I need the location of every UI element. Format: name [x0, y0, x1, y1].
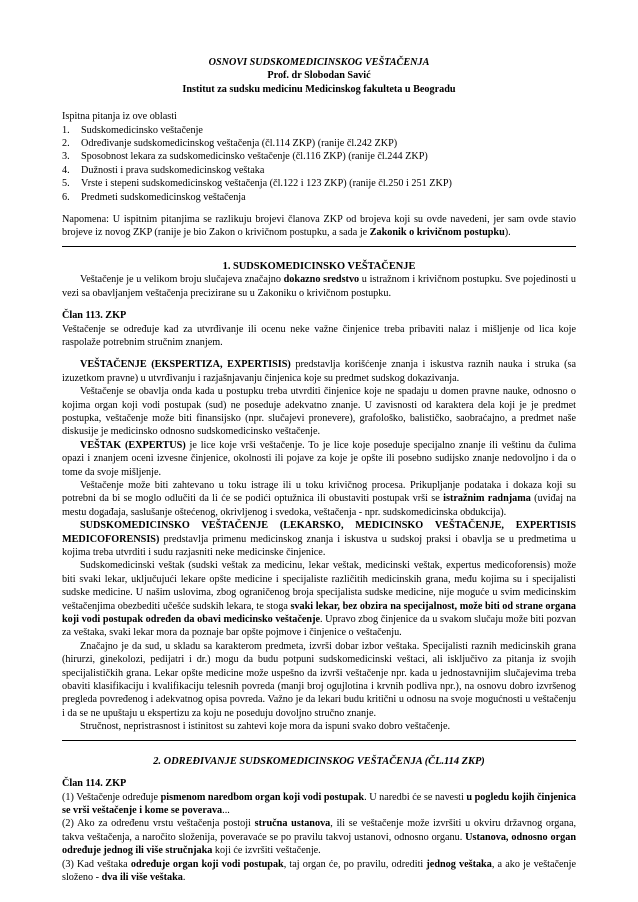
paragraph: SUDSKOMEDICINSKO VEŠTAČENJE (LEKARSKO, MEDICINSKO VEŠTAČENJE, EXPERTISIS MEDICOFORENSIS) predstavlja primenu medicinskog znanja i iskustva u sudskoj praksi i obavlja se u predmetima u kojima treba utvrditi i sudu razjasniti neke medicinske činjenice. [62, 520, 576, 558]
section-heading-1: 1. SUDSKOMEDICINSKO VEŠTAČENJE [222, 260, 416, 272]
list-item [62, 164, 576, 177]
list-item-number: 4. [62, 164, 70, 176]
list-item [62, 124, 576, 137]
article-clause-2: (2) Ako za određenu vrstu veštačenja postoji stručna ustanova, ili se veštačenje može izvršiti u okviru državnog organa, takva veštačenja, a naročito složenija, poveravaće se po pravilu takvoj ustanovi, odnosno organu. Ustanova, odnosno organ određuje jednog ili više stručnjaka koji će izvršiti veštačenje. [62, 818, 577, 857]
paragraph: VEŠTAČENJE (EKSPERTIZA, EXPERTISIS) predstavlja korišćenje znanja i iskustva raznih nauka i struka (sa izuzetkom pravne) u utvrđivanju i razjašnjavanju činjenica koje su predmet sudskog dokazivanja. [62, 359, 577, 384]
article-text: Veštačenje se određuje kad za utvrđivanje ili ocenu neke važne činjenice treba pribaviti nalaz i mišljenje od lica koje raspolaže potrebnim stručnim znanjem. [62, 323, 576, 348]
list-item-number: 5. [62, 178, 70, 190]
list-item-number: 3. [62, 151, 70, 163]
document-title: OSNOVI SUDSKOMEDICINSKOG VEŠTAČENJA [208, 57, 430, 68]
paragraph: VEŠTAK (EXPERTUS) je lice koje vrši veštačenje. To je lice koje poseduje specijalno znanje ili veštinu da čulima opazi i znanjem oceni izvesne činjenice, okolnosti ili pojave za koje je opšte ili posebno sudijsko znanje nedovoljno i da o tome da svoje mišljenje. [62, 439, 576, 478]
article-clause-3: (3) Kad veštaka određuje organ koji vodi postupak, taj organ će, po pravilu, odrediti jednog veštaka, a ako je veštačenje složeno - dva ili više veštaka. [62, 858, 576, 883]
document-institute: Institut za sudsku medicinu Medicinskog fakulteta u Beogradu [182, 83, 456, 95]
list-item [62, 191, 576, 204]
section-heading-2: 2. ODREĐIVANJE SUDSKOMEDICINSKOG VEŠTAČENJA (ČL.114 ZKP) [153, 755, 485, 767]
list-item [62, 137, 576, 150]
topics-intro: Ispitna pitanja iz ove oblasti [62, 111, 177, 123]
list-item-text: Dužnosti i prava sudskomedicinskog veštaka [81, 164, 265, 176]
list-item [62, 177, 576, 190]
list-item-text: Određivanje sudskomedicinskog veštačenja (čl.114 ZKP) (ranije čl.242 ZKP) [81, 138, 398, 150]
list-item-text: Predmeti sudskomedicinskog veštačenja [81, 191, 246, 203]
topics-list [62, 124, 576, 204]
list-item-text: Vrste i stepeni sudskomedicinskog veštačenja (čl.122 i 123 ZKP) (ranije čl.250 i 251 ZKP) [81, 178, 452, 190]
paragraph: Sudskomedicinski veštak (sudski veštak za medicinu, lekar veštak, medicinski veštak, expertus medicoforensis) može biti svaki lekar, uključujući lekare opšte medicine i specijaliste različitih medicinskih grana, među kojima su i specijalisti sudske medicine. U našim uslovima, zbog ograničenog broja specijalista sudske medicine, nije moguće u svim medicinskim veštačenjima obezbediti učešće sudskih lekara, te stoga svaki lekar, bez obzira na specijalnost, može biti od strane organa koji vodi postupak određen da obavi medicinsko veštačenje. Upravo zbog činjenice da u svakom slučaju može biti pozvan za veštaka, svaki lekar mora da poznaje bar opšte pojmove i činjenice o veštačenju. [62, 560, 576, 639]
list-item-text: Sposobnost lekara za sudskomedicinsko veštačenje (čl.116 ZKP) (ranije čl.244 ZKP) [81, 151, 428, 163]
paragraph: Stručnost, nepristrasnost i istinitost su zahtevi koje mora da ispuni svako dobro veštačenje. [80, 721, 451, 733]
note-paragraph: Napomena: U ispitnim pitanjima se razlikuju brojevi članova ZKP od brojeva koji su ovde navedeni, jer sam ovde stavio brojeve iz novog ZKP (ranije je bio Zakon o krivičnom postupku, a sada je Zakonik o krivičnom postupku). [62, 214, 576, 239]
list-item [62, 150, 576, 163]
paragraph: Značajno je da sud, u skladu sa karakterom predmeta, izvrši dobar izbor veštaka. Specijalisti raznih medicinskih grana (hirurzi, ginekolozi, pedijatri i dr.) mogu da budu potpuni sudskomedicinski veštaci, ali isključivo za pitanja iz svojih specijalističkih grana. Lekar opšte medicine može uspešno da izvrši veštačenje npr. kada u jednostavnijim slučajevima treba obaviti klasifikaciju i kvalifikaciju telesnih povreda (manji broj ogujlotina i krvnih podliva npr.), na osnovu dobro izvršenog pregleda povređenog i adekvatnog opisa povreda. Važno je da lekari budu kritični u odnosu na svoje mogućnosti u veštačenju i da se ne upuštaju u ekspertizu za koju ne poseduju dovoljno stručno znanje. [62, 640, 576, 719]
list-item-number: 1. [62, 124, 70, 136]
article-title: Član 113. ZKP [62, 310, 127, 322]
list-item-number: 6. [62, 191, 70, 203]
paragraph: Veštačenje je u velikom broju slučajeva značajno dokazno sredstvo u istražnom i krivičnom postupku. Sve pojedinosti u vezi sa obavljanjem veštačenja precizirane su u Zakoniku o krivičnom postupku. [62, 274, 576, 299]
list-item-number: 2. [62, 138, 70, 150]
document-author: Prof. dr Slobodan Savić [267, 70, 371, 82]
list-item-text: Sudskomedicinsko veštačenje [81, 124, 203, 136]
paragraph: Veštačenje se obavlja onda kada u postupku treba utvrditi činjenice koje ne spadaju u domen pravne nauke, odnosno o kojima organ koji vodi postupak (sud) ne poseduje adekvatno znanje. U zavisnosti od karaktera dela koji je je predmet postupka, veštačenje može biti finansijsko (npr. slučajevi pronevere), grafološko, balističko, saobraćajno, a predmet naše diskusije je medicinsko odnosno sudskomedicinsko veštačenje. [62, 386, 576, 438]
article-clause-1: (1) Veštačenje određuje pismenom naredbom organ koji vodi postupak. U naredbi će se navesti u pogledu kojih činjenica se vrši veštačenje i kome se poverava... [62, 791, 577, 816]
paragraph: Veštačenje može biti zahtevano u toku istrage ili u toku krivičnog procesa. Prikupljanje podataka i dokaza koji su potrebni da bi se moglo odlučiti da li će se podići optužnica ili obustaviti postupak vrši se istražnim radnjama (uviđaj na mestu događaja, saslušanje oštećenog, okrivljenog i svedoka, veštačenja - npr. sudskomedicinska obdukcija). [62, 479, 576, 518]
article-title: Član 114. ZKP [62, 778, 127, 790]
